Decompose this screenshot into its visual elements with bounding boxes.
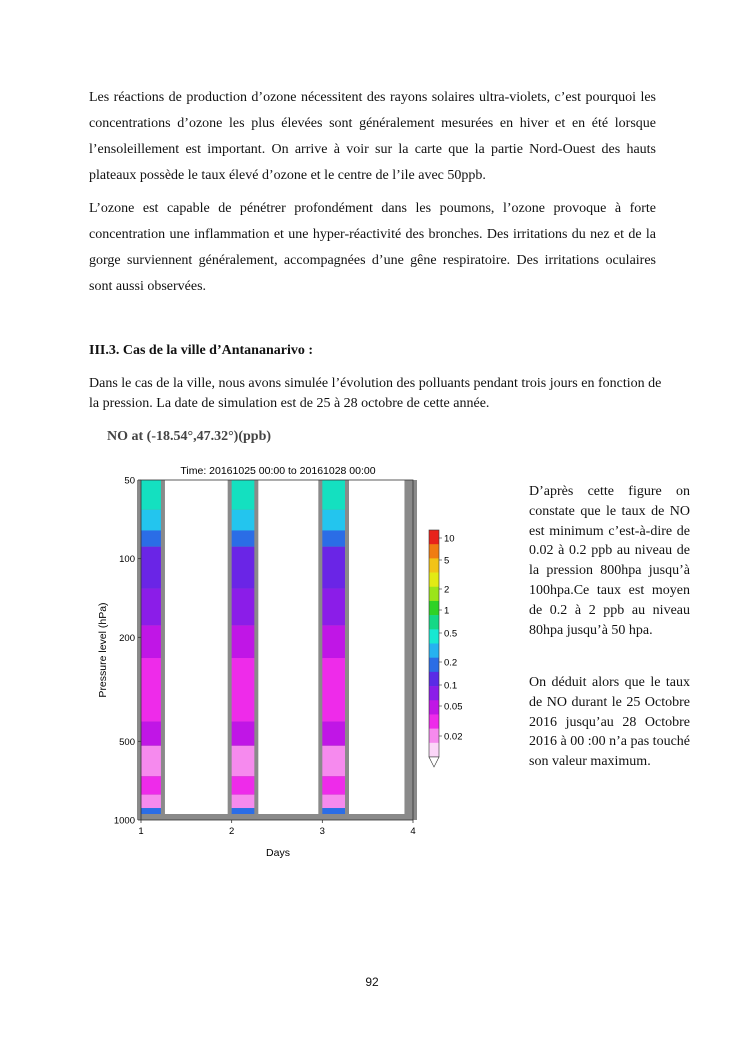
colorbar-swatch [429, 729, 439, 743]
colorbar-label: 5 [444, 555, 450, 567]
plot-frame [141, 480, 413, 820]
band-segment [141, 510, 161, 531]
colorbar-swatch [429, 644, 439, 658]
band-segment [141, 530, 161, 546]
band-segment [232, 510, 255, 531]
band-segment [141, 746, 161, 776]
band-segment [322, 658, 345, 722]
band-segment [232, 746, 255, 776]
y-tick-label: 200 [119, 632, 135, 644]
colorbar-label: 0.1 [444, 680, 458, 692]
colorbar-label: 10 [444, 533, 455, 545]
y-axis-label: Pressure level (hPa) [97, 602, 109, 698]
colorbar-swatch [429, 558, 439, 572]
colorbar-swatch [429, 658, 439, 672]
colorbar-swatch [429, 573, 439, 587]
colorbar-swatch [429, 544, 439, 558]
paragraph-ozone-production: Les réactions de production d’ozone nécessitent des rayons solaires ultra-violets, c’est pourquoi les concentrations d’ozone les plus élevées sont généralement mesurées en hiver et en été lorsque l’ensoleillement est important. On arrive à voir sur la carte que la partie Nord-Ouest des hauts plateaux possède le taux élevé d’ozone et le centre de l’ile avec 50ppb. [89, 90, 656, 183]
no-pressure-chart [92, 460, 462, 860]
band-segment [232, 776, 255, 794]
band-segment [232, 547, 255, 589]
page-number: 92 [365, 975, 379, 989]
x-tick-label: 3 [319, 826, 325, 837]
colorbar-swatch [429, 530, 439, 544]
band-segment [322, 530, 345, 546]
colorbar-swatch [429, 672, 439, 686]
band-segment [141, 480, 161, 510]
x-tick-label: 1 [138, 826, 144, 837]
side-paragraph-conclusion: On déduit alors que le taux de NO durant le 25 Octobre 2016 jusqu’au 28 Octobre 2016 à 00 :00 n’a pas touché son valeur maximum. [529, 675, 690, 770]
band-segment [141, 658, 161, 722]
colorbar-label: 1 [444, 605, 450, 617]
paragraph-city-simulation: Dans le cas de la ville, nous avons simulée l’évolution des polluants pendant trois jours en fonction de la pression. La date de simulation est de 25 à 28 octobre de cette année. [89, 376, 662, 411]
y-tick-label: 50 [124, 475, 135, 487]
colorbar-label: 0.5 [444, 628, 458, 640]
colorbar [429, 530, 462, 767]
band-segment [322, 625, 345, 658]
colorbar-swatch [429, 743, 439, 757]
colorbar-swatch [429, 686, 439, 700]
x-tick-label: 2 [229, 826, 235, 837]
floor-strip [141, 814, 413, 820]
colorbar-label: 0.2 [444, 657, 458, 669]
colorbar-label: 0.05 [444, 701, 462, 713]
band-segment [322, 588, 345, 625]
paragraph-ozone-health: L’ozone est capable de pénétrer profondément dans les poumons, l’ozone provoque à forte concentration une inflammation et une hyper-réactivité des bronches. Des irritations du nez et de la gorge surviennent généralement, accompagnées d’une gêne respiratoire. Des irritations oculaires sont aussi observées. [89, 201, 656, 294]
colorbar-label: 2 [444, 584, 450, 596]
colorbar-swatch [429, 629, 439, 643]
band-segment [232, 625, 255, 658]
band-segment [141, 588, 161, 625]
colorbar-swatch [429, 700, 439, 714]
band-segment [232, 480, 255, 510]
band-segment [322, 547, 345, 589]
x-axis-label: Days [266, 847, 290, 859]
band-segment [232, 530, 255, 546]
colorbar-swatch [429, 587, 439, 601]
band-segment [322, 776, 345, 794]
band-segment [322, 722, 345, 746]
band-segment [322, 510, 345, 531]
section-heading: III.3. Cas de la ville d’Antananarivo : [89, 343, 314, 358]
y-tick-label: 100 [119, 554, 135, 566]
colorbar-swatch [429, 615, 439, 629]
y-tick-label: 500 [119, 736, 135, 748]
band-segment [141, 795, 161, 808]
chart-title: Time: 20161025 00:00 to 20161028 00:00 [180, 465, 376, 477]
band-segment [232, 722, 255, 746]
band-segment [232, 658, 255, 722]
band-segment [141, 776, 161, 794]
x-tick-label: 4 [410, 826, 416, 837]
band-segment [322, 795, 345, 808]
colorbar-label: 0.02 [444, 731, 462, 743]
band-segment [141, 722, 161, 746]
band-segment [232, 795, 255, 808]
colorbar-swatch [429, 714, 439, 728]
band-segment [141, 547, 161, 589]
colorbar-extend-arrow [429, 757, 439, 767]
band-segment [322, 480, 345, 510]
colorbar-swatch [429, 601, 439, 615]
band-outline [404, 480, 417, 820]
y-tick-label: 1000 [113, 815, 135, 827]
band-segment [322, 746, 345, 776]
side-paragraph-observation: D’après cette figure on constate que le taux de NO est minimum c’est-à-dire de 0.02 à 0.2 ppb au niveau de la pression 800hpa jusqu’à 100hpa.Ce taux est moyen de 0.2 à 2 ppb au niveau 80hpa jusqu’à 50 hpa. [529, 484, 690, 638]
band-segment [232, 588, 255, 625]
band-layer [137, 480, 417, 820]
figure-title: NO at (-18.54°,47.32°)(ppb) [107, 429, 272, 444]
band-segment [141, 625, 161, 658]
